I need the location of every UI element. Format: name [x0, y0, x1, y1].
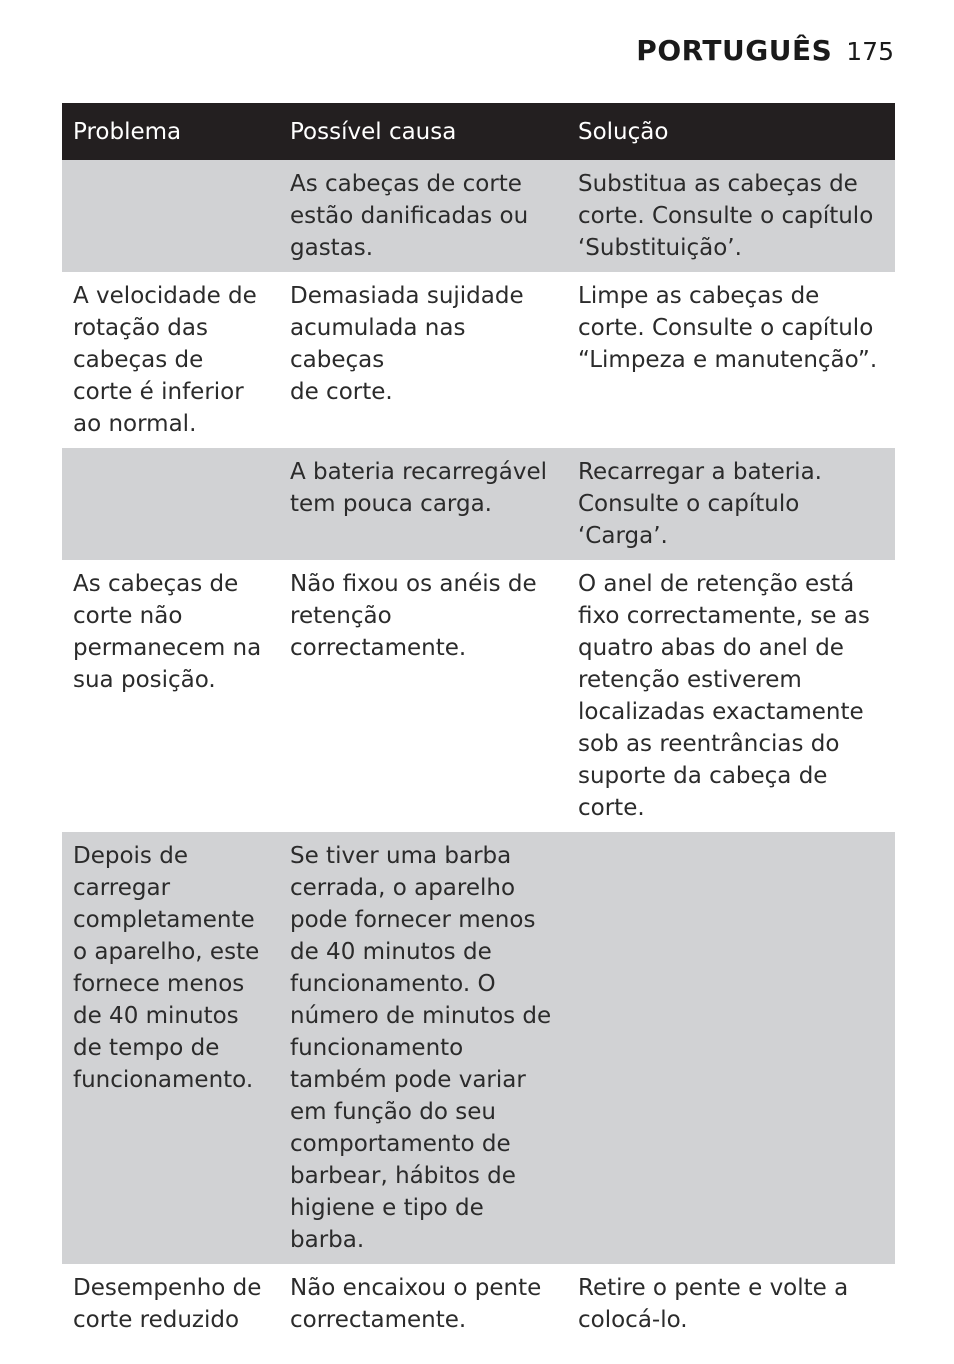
table-row — [62, 560, 895, 832]
cause-cell: Não fixou os anéis de retenção correctamente. — [279, 560, 567, 832]
problem-cell — [62, 160, 279, 272]
table-row — [62, 272, 895, 448]
problem-cell — [62, 448, 279, 560]
solution-cell — [567, 832, 895, 1264]
cause-cell: Não encaixou o pente correctamente. — [279, 1264, 567, 1364]
problem-cell: As cabeças de corte não permanecem na sua posição. — [62, 560, 279, 832]
language-title: PORTUGUÊS — [636, 34, 833, 67]
cause-cell: Se tiver uma barba cerrada, o aparelho pode fornecer menos de 40 minutos de funcionamento. O número de minutos de funcionamento também pode variar em função do seu comportamento de barbear, hábitos de higiene e tipo de barba. — [279, 832, 567, 1264]
cause-cell: A bateria recarregável tem pouca carga. — [279, 448, 567, 560]
solution-cell: O anel de retenção está fixo correctamente, se as quatro abas do anel de retenção estiverem localizadas exactamente sob as reentrâncias do suporte da cabeça de corte. — [567, 560, 895, 832]
page-number: 175 — [846, 37, 894, 66]
solution-cell: Limpe as cabeças de corte. Consulte o capítulo “Limpeza e manutenção”. — [567, 272, 895, 448]
problem-cell: A velocidade de rotação das cabeças de corte é inferior ao normal. — [62, 272, 279, 448]
cause-cell: Demasiada sujidade acumulada nas cabeças de corte. — [279, 272, 567, 448]
column-header-cause: Possível causa — [279, 103, 567, 160]
table-row — [62, 160, 895, 272]
table-row — [62, 1264, 895, 1364]
table-row — [62, 832, 895, 1264]
cause-cell: As cabeças de corte estão danificadas ou gastas. — [279, 160, 567, 272]
troubleshooting-table — [62, 103, 895, 1364]
solution-cell: Substitua as cabeças de corte. Consulte o capítulo ‘Substituição’. — [567, 160, 895, 272]
column-header-solution: Solução — [567, 103, 895, 160]
problem-cell: Depois de carregar completamente o aparelho, este fornece menos de 40 minutos de tempo de funcionamento. — [62, 832, 279, 1264]
table-header-row — [62, 103, 895, 160]
problem-cell: Desempenho de corte reduzido — [62, 1264, 279, 1364]
solution-cell: Recarregar a bateria. Consulte o capítulo ‘Carga’. — [567, 448, 895, 560]
solution-cell: Retire o pente e volte a colocá-lo. — [567, 1264, 895, 1364]
table-row — [62, 448, 895, 560]
page-header — [636, 34, 894, 67]
column-header-problem: Problema — [62, 103, 279, 160]
